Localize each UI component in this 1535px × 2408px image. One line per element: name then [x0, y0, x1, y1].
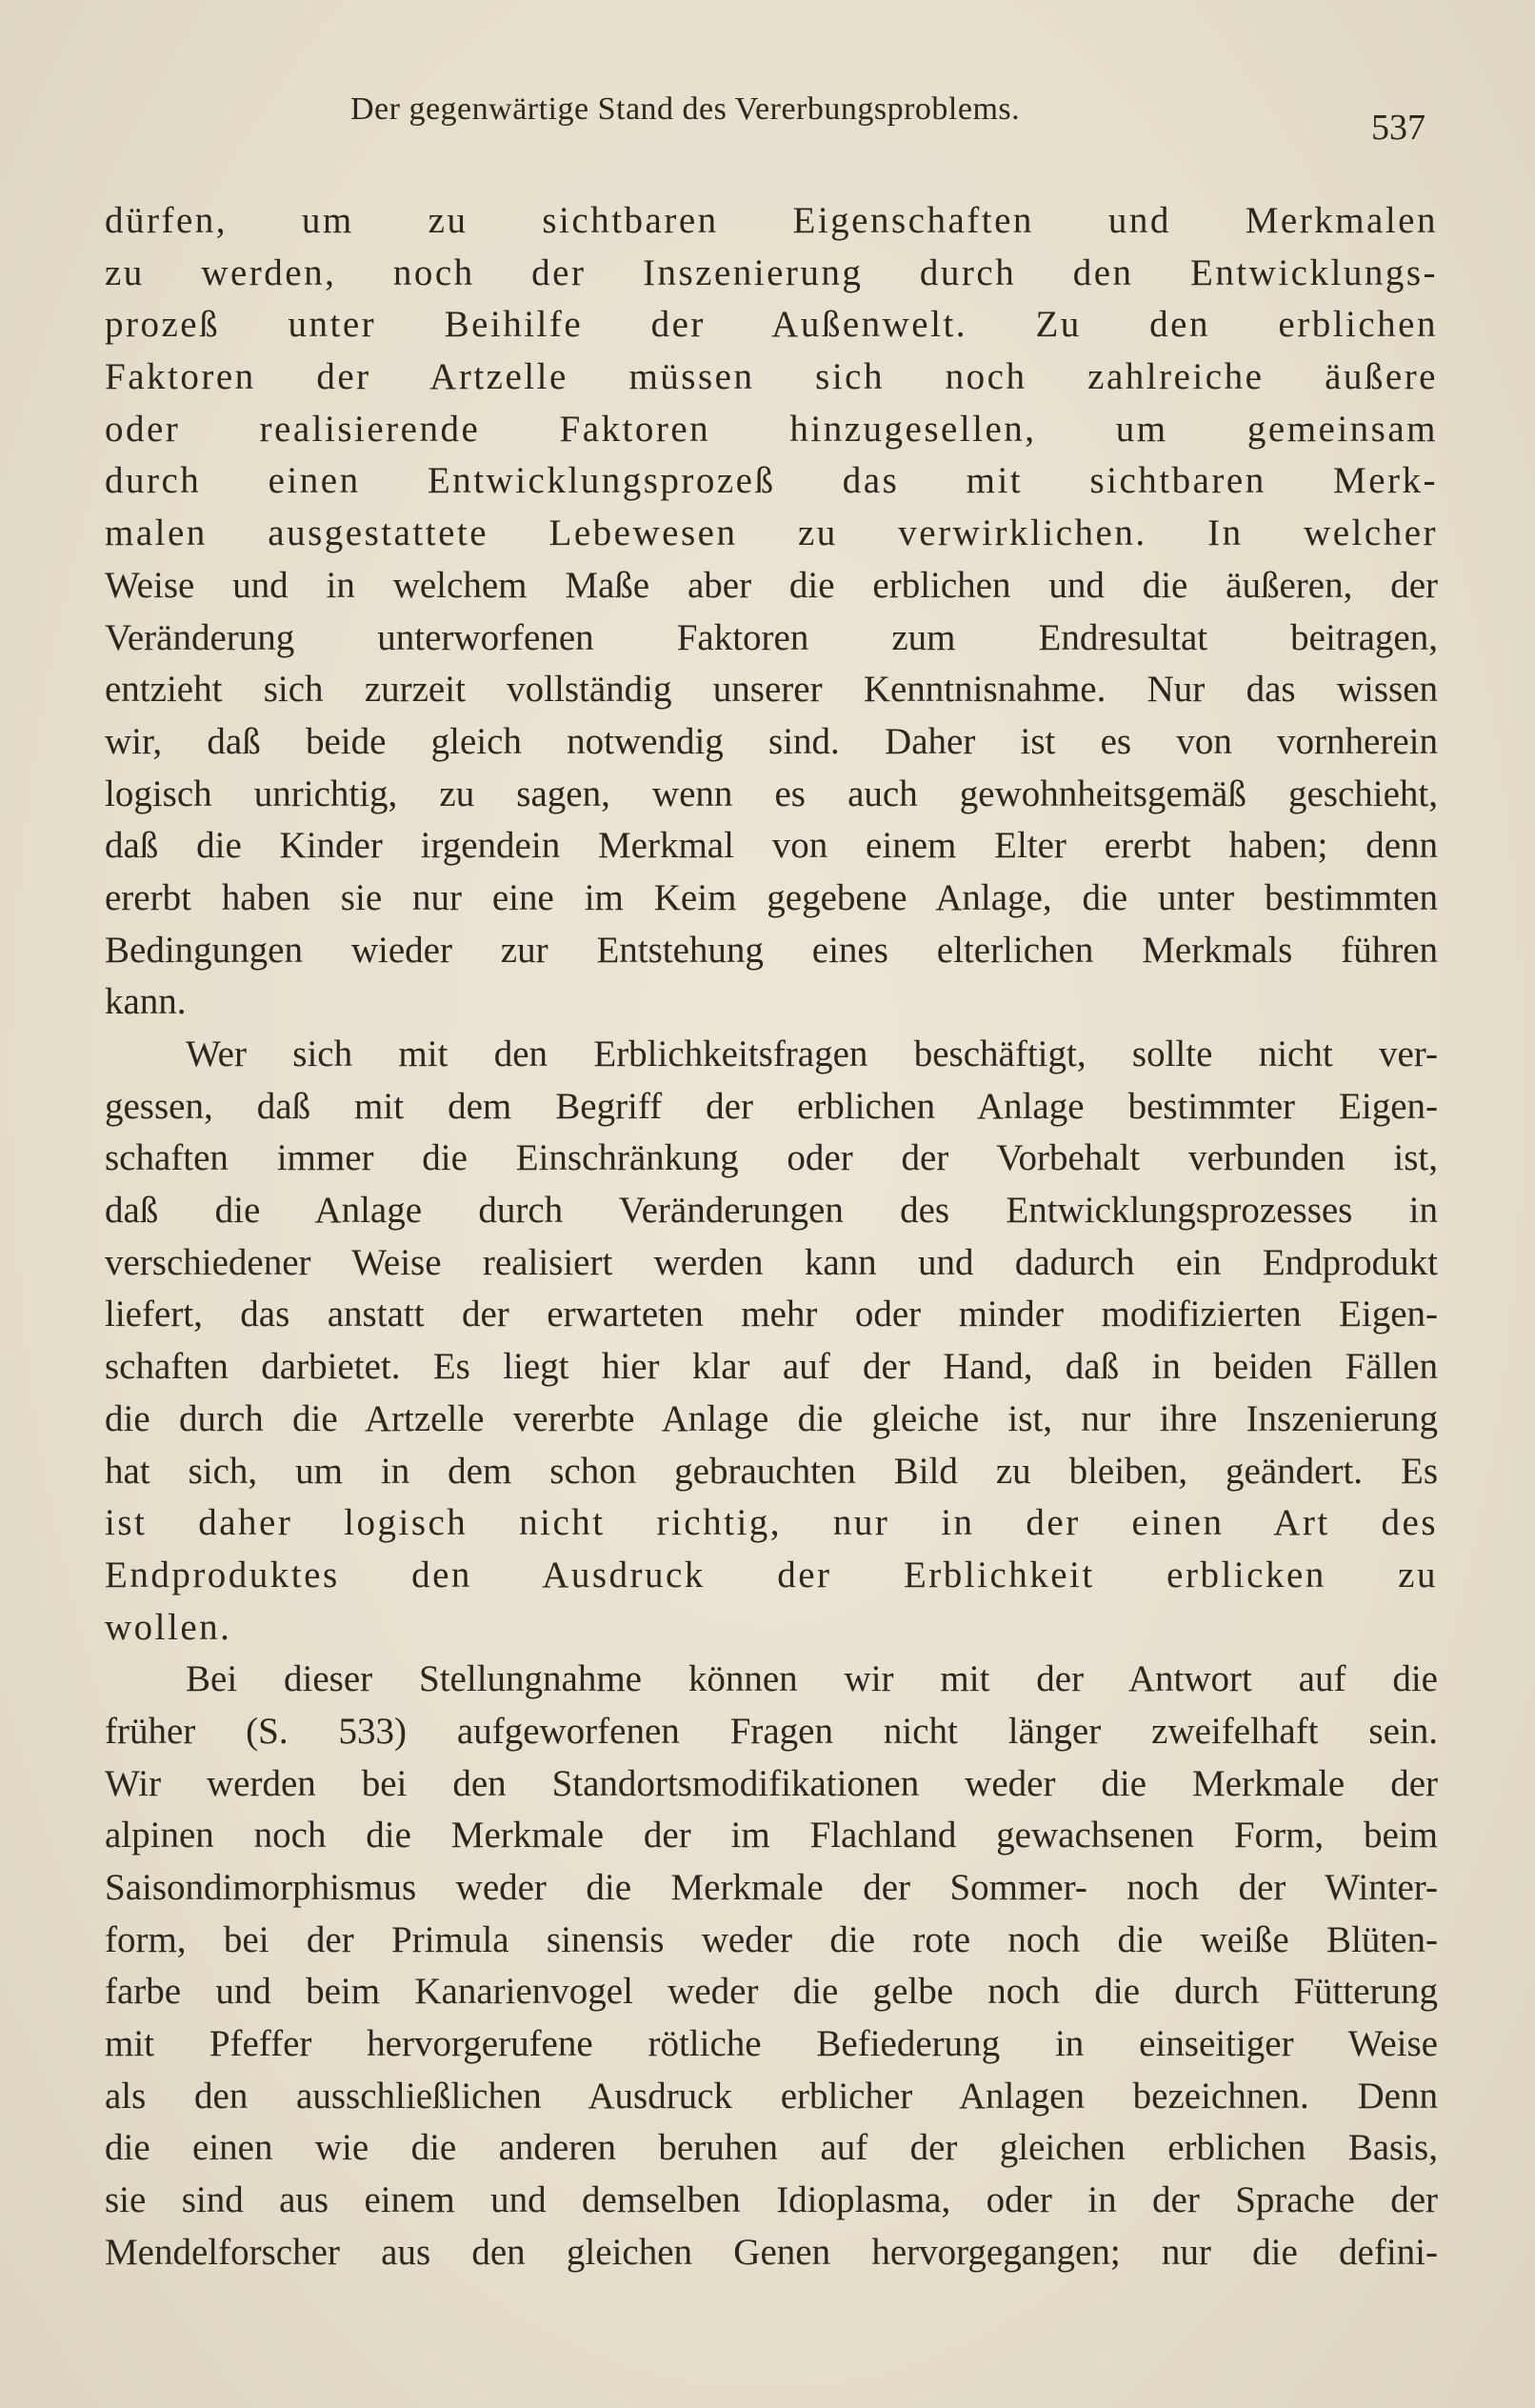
- text-line: farbe und beim Kanarienvogel weder die gelbe noch die durch Fütterung: [105, 1971, 1438, 2013]
- text-line: verschiedener Weise realisiert werden kann und dadurch ein Endprodukt: [105, 1241, 1438, 1283]
- text-line: alpinen noch die Merkmale der im Flachland gewachsenen Form, beim: [105, 1815, 1438, 1856]
- text-line: Bei dieser Stellungnahme können wir mit der Antwort auf die: [186, 1658, 1438, 1700]
- text-line: als den ausschließlichen Ausdruck erblicher Anlagen bezeichnen. Denn: [105, 2075, 1438, 2117]
- text-line: mit Pfeffer hervorgerufene rötliche Befiederung in einseitiger Weise: [105, 2023, 1438, 2065]
- text-line: Endproduktes den Ausdruck der Erblichkeit erblicken zu: [105, 1554, 1438, 1595]
- text-line: daß die Kinder irgendein Merkmal von einem Elter ererbt haben; denn: [105, 825, 1438, 867]
- text-line: die durch die Artzelle vererbte Anlage die gleiche ist, nur ihre Inszenierung: [105, 1397, 1438, 1439]
- running-title: Der gegenwärtige Stand des Vererbungsproblems.: [350, 91, 1021, 127]
- text-line: wir, daß beide gleich notwendig sind. Daher ist es von vornherein: [105, 720, 1438, 762]
- text-line: hat sich, um in dem schon gebrauchten Bild zu bleiben, geändert. Es: [105, 1450, 1438, 1492]
- text-line: daß die Anlage durch Veränderungen des Entwicklungsprozesses in: [105, 1190, 1438, 1232]
- text-line: Saisondimorphismus weder die Merkmale der Sommer- noch der Winter-: [105, 1867, 1438, 1908]
- text-line: wollen.: [105, 1606, 232, 1648]
- text-line: Veränderung unterworfenen Faktoren zum Endresultat beitragen,: [105, 616, 1438, 658]
- text-line: Mendelforscher aus den gleichen Genen hervorgegangen; nur die defini-: [105, 2231, 1438, 2273]
- text-line: die einen wie die anderen beruhen auf der gleichen erblichen Basis,: [105, 2127, 1438, 2169]
- text-line: dürfen, um zu sichtbaren Eigenschaften und Merkmalen: [105, 200, 1438, 241]
- text-line: Faktoren der Artzelle müssen sich noch zahlreiche äußere: [105, 356, 1438, 398]
- text-line: durch einen Entwicklungsprozeß das mit sichtbaren Merk-: [105, 460, 1438, 502]
- text-line: Bedingungen wieder zur Entstehung eines elterlichen Merkmals führen: [105, 929, 1438, 971]
- text-line: schaften darbietet. Es liegt hier klar auf der Hand, daß in beiden Fällen: [105, 1346, 1438, 1388]
- text-line: kann.: [105, 981, 187, 1023]
- text-line: ist daher logisch nicht richtig, nur in der einen Art des: [105, 1502, 1438, 1544]
- text-line: malen ausgestattete Lebewesen zu verwirklichen. In welcher: [105, 512, 1438, 554]
- text-line: Wir werden bei den Standortsmodifikationen weder die Merkmale der: [105, 1762, 1438, 1804]
- text-line: entzieht sich zurzeit vollständig unserer Kenntnisnahme. Nur das wissen: [105, 669, 1438, 711]
- body-text: [105, 195, 1438, 2279]
- text-line: oder realisierende Faktoren hinzugesellen, um gemeinsam: [105, 408, 1438, 450]
- text-line: logisch unrichtig, zu sagen, wenn es auch gewohnheitsgemäß geschieht,: [105, 773, 1438, 814]
- text-line: form, bei der Primula sinensis weder die rote noch die weiße Blüten-: [105, 1918, 1438, 1960]
- text-line: ererbt haben sie nur eine im Keim gegebene Anlage, die unter bestimmten: [105, 876, 1438, 918]
- text-line: sie sind aus einem und demselben Idioplasma, oder in der Sprache der: [105, 2179, 1438, 2221]
- text-line: Wer sich mit den Erblichkeitsfragen beschäftigt, sollte nicht ver-: [186, 1033, 1438, 1074]
- text-line: liefert, das anstatt der erwarteten mehr oder minder modifizierten Eigen-: [105, 1294, 1438, 1335]
- page-number: 537: [1371, 108, 1425, 148]
- text-line: schaften immer die Einschränkung oder der Vorbehalt verbunden ist,: [105, 1137, 1438, 1179]
- text-line: prozeß unter Beihilfe der Außenwelt. Zu den erblichen: [105, 304, 1438, 346]
- text-line: zu werden, noch der Inszenierung durch den Entwicklungs-: [105, 251, 1438, 293]
- text-line: früher (S. 533) aufgeworfenen Fragen nicht länger zweifelhaft sein.: [105, 1710, 1438, 1752]
- text-line: Weise und in welchem Maße aber die erblichen und die äußeren, der: [105, 564, 1438, 606]
- text-line: gessen, daß mit dem Begriff der erblichen Anlage bestimmter Eigen-: [105, 1085, 1438, 1127]
